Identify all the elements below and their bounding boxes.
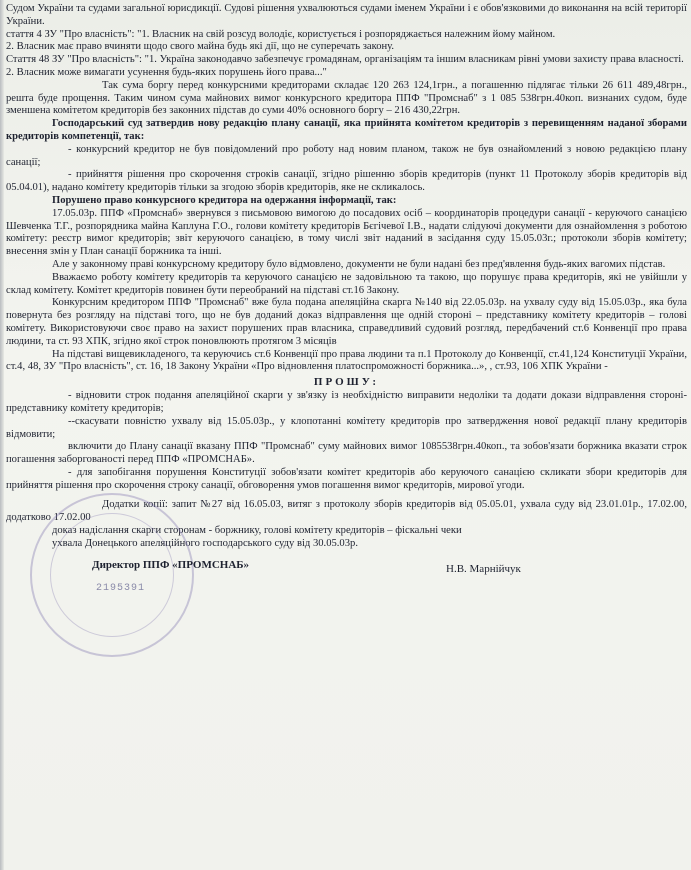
paragraph-4: Стаття 48 ЗУ "Про власність": "1. Україна законодавчо забезпечує громадянам, організаціям та іншим власникам рівні умови захисту права власності. — [6, 54, 684, 66]
signer-title: Директор ППФ «ПРОМСНАБ» — [92, 558, 250, 571]
paragraph-2: стаття 4 ЗУ "Про власність": "1. Власник на свій розсуд володіє, користується і розпоряджається належним йому майном. — [6, 28, 556, 40]
paragraph-12: Але у законному праві конкурсному кредитору було відмовлено, документи не були надані без пред'явлення будь-яких вагомих підстав. — [52, 258, 666, 270]
paragraph-1: Судом України та судами загальної юрисдикції. Судові рішення ухвалюються судами іменем України і є обов'язковими до виконання на всій території України. — [6, 3, 687, 27]
paragraph-15: На підставі вищевикладеного, та керуючись ст.6 Конвенції про права людини та п.1 Протоколу до Конвенції, ст.41,124 Конституції України, ст.4, 48, ЗУ "Про власність", ст. 16, 18 Закону України «Про відновлення платоспроможності боржника...», , ст.93, 106 ХПК України - — [6, 348, 687, 373]
request-list — [6, 390, 687, 492]
paragraph-14: Конкурсним кредитором ППФ "Промснаб" вже була подана апеляційна скарга №140 від 22.05.03р. на ухвалу суду від 15.05.03р., яка була повернута без розгляду на підставі того, що не був доданий доказ відправлення ще одній стороні – представнику комітету кредиторів – голові комітету. Використовуючи своє право на захист порушених прав власника, справедливий судовий розгляд, передбачений ст.6 Конвенції про права людини, та ст. 93 ХПК, згідно якої строк поновлюють протягом 3 місяців — [6, 297, 687, 347]
request-item-2: --скасувати повністю ухвалу від 15.05.03р., у клопотанні комітету кредиторів про затвердження нової редакції плану кредиторів відмовити; — [6, 415, 687, 440]
request-title: ПРОШУ: — [313, 376, 380, 389]
paragraph-9: - прийняття рішення про скорочення строків санації, згідно рішенню зборів кредиторів (пункт 11 Протоколу зборів кредиторів від 05.04.01), надано комітету кредиторів тільки за згодою зборів кредиторів, яке не скликалось. — [6, 169, 687, 194]
document-body — [6, 3, 687, 374]
signature-block — [6, 553, 687, 645]
request-item-1: - відновити строк подання апеляційної скарги у зв'язку із необхідністю виправити недоліки та додати докази відправлення стороні- представнику комітету кредиторів; — [6, 390, 687, 414]
stamp-code: 2195391 — [96, 582, 146, 594]
attachments-line-1: Додатки копії: запит №27 від 16.05.03, витяг з протоколу зборів кредиторів від 05.05.01, ухвала суду від 23.01.01р., 17.02.00, додатково 17.02.00 — [6, 499, 687, 524]
attachments-line-2: доказ надіслання скарги сторонам - боржнику, голові комітету кредиторів – фіскальні чеки — [52, 525, 462, 537]
paragraph-6: Так сума боргу перед конкурсними кредиторами складає 120 263 124,1грн., а погашенню підлягає тільки 26 611 489,48грн., решта буде прощення. Таким чином сума майнових вимог конкурсного кредитора ППФ "Промснаб" з 1 085 538грн.40коп. визнаних судом, буде зменшена комітетом кредиторів без законних підстав до суми 40% основного боргу – 216 430,22грн. — [6, 79, 687, 117]
paragraph-11: 17.05.03р. ППФ «Промснаб» звернувся з письмовою вимогою до посадових осіб – координаторів процедури санації - керуючого санацією Шевченка Т.Г., розпорядника майна Каплуна Г.О., голови комітету кредиторів Бєгічевої І.В., надати слідуючі документи для ознайомлення з роботою комітету: реєстр вимог кредиторів; звіт керуючого санацією, в тому числі звіт наданий в засідання суду 15.05.03г.; протоколи зборів комітету; внесення змін у План санації боржника та інші. — [6, 207, 687, 258]
company-seal-stamp — [30, 493, 194, 657]
paragraph-10: Порушено право конкурсного кредитора на одержання інформації, так: — [52, 194, 397, 206]
paragraph-13: Вважаємо роботу комітету кредиторів та керуючого санацією не задовільною та такою, що порушує права кредиторів, які не увійшли у склад комітету. Комітет кредиторів повинен бути переобраний на підставі ст.16 Закону. — [6, 271, 687, 296]
paragraph-3: 2. Власник має право вчиняти щодо свого майна будь які дії, що не суперечать закону. — [6, 41, 395, 53]
paragraph-5: 2. Власник може вимагати усунення будь-яких порушень його права..." — [6, 66, 327, 78]
request-item-3: включити до Плану санації вказану ППФ "Промснаб" суму майнових вимог 1085538грн.40коп., та зобов'язати боржника вказати строк погашення заборгованості перед ППФ «ПРОМСНАБ». — [6, 441, 687, 466]
paragraph-7: Господарський суд затвердив нову редакцію плану санації, яка прийнята комітетом кредиторів з перевищенням наданої зборами кредиторів компетенції, так: — [6, 118, 687, 142]
paragraph-8: - конкурсний кредитор не був повідомлений про роботу над новим планом, також не був ознайомлений з новою редакцією плану санації; — [6, 143, 687, 168]
attachments-line-3: ухвала Донецького апеляційного господарського суду від 30.05.03р. — [52, 537, 358, 549]
request-item-4: - для запобігання порушення Конституції зобов'язати комітет кредиторів або керуючого санацією скликати збори кредиторів для прийняття рішення про скорочення строку санації, обговорення умов погашення вимог кредиторів, мирової угоди. — [6, 466, 687, 491]
signer-name: Н.В. Марнійчук — [446, 562, 521, 575]
